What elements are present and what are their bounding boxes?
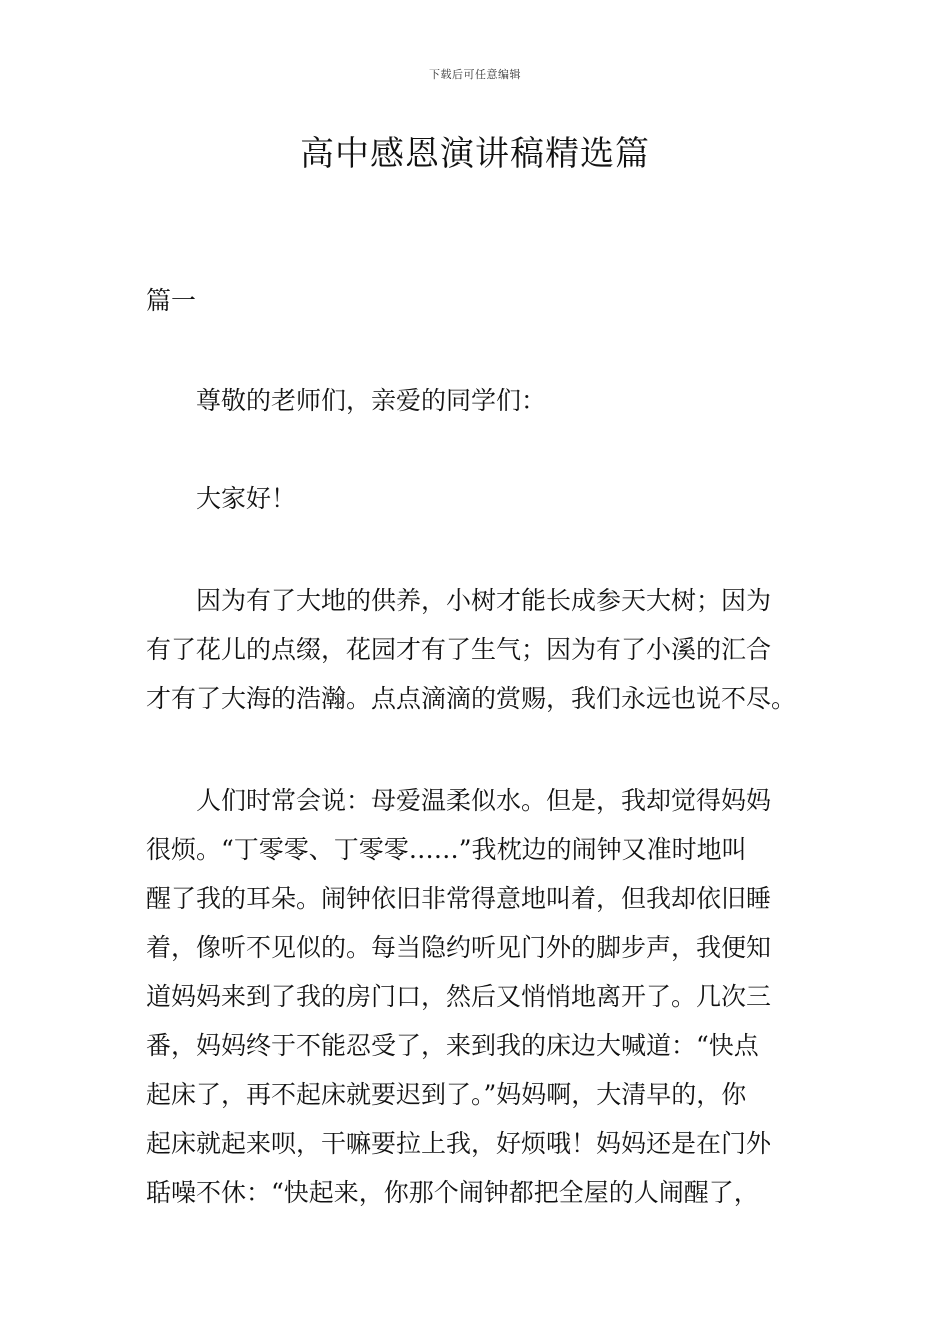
paragraph-2 [146, 776, 806, 1217]
paragraph-line: 人们时常会说：母爱温柔似水。但是，我却觉得妈妈 [196, 786, 772, 815]
document-title: 高中感恩演讲稿精选篇 [300, 134, 650, 174]
paragraph-line: 有了花儿的点缀，花园才有了生气；因为有了小溪的汇合 [146, 635, 772, 664]
paragraph-line: 很烦。“丁零零、丁零零……”我枕边的闹钟又准时地叫 [146, 835, 747, 864]
paragraph-line: 醒了我的耳朵。闹钟依旧非常得意地叫着，但我却依旧睡 [146, 884, 772, 913]
paragraph-line: 聒噪不休：“快起来，你那个闹钟都把全屋的人闹醒了， [146, 1178, 759, 1207]
section-label: 篇一 [146, 286, 197, 315]
paragraph-line: 着，像听不见似的。每当隐约听见门外的脚步声，我便知 [146, 933, 772, 962]
paragraph-line: 道妈妈来到了我的房门口，然后又悄悄地离开了。几次三 [146, 982, 772, 1011]
paragraph-line: 因为有了大地的供养，小树才能长成参天大树；因为 [196, 586, 772, 615]
header-note: 下载后可任意编辑 [429, 68, 521, 81]
paragraph-line: 番，妈妈终于不能忍受了，来到我的床边大喊道：“快点 [146, 1031, 759, 1060]
greeting: 大家好！ [196, 484, 297, 513]
paragraph-1 [146, 576, 806, 723]
paragraph-line: 起床了，再不起床就要迟到了。”妈妈啊，大清早的，你 [146, 1080, 747, 1109]
paragraph-line: 起床就起来呗，干嘛要拉上我，好烦哦！妈妈还是在门外 [146, 1129, 772, 1158]
paragraph-line: 才有了大海的浩瀚。点点滴滴的赏赐，我们永远也说不尽。 [146, 684, 797, 713]
salutation: 尊敬的老师们，亲爱的同学们： [196, 386, 547, 415]
